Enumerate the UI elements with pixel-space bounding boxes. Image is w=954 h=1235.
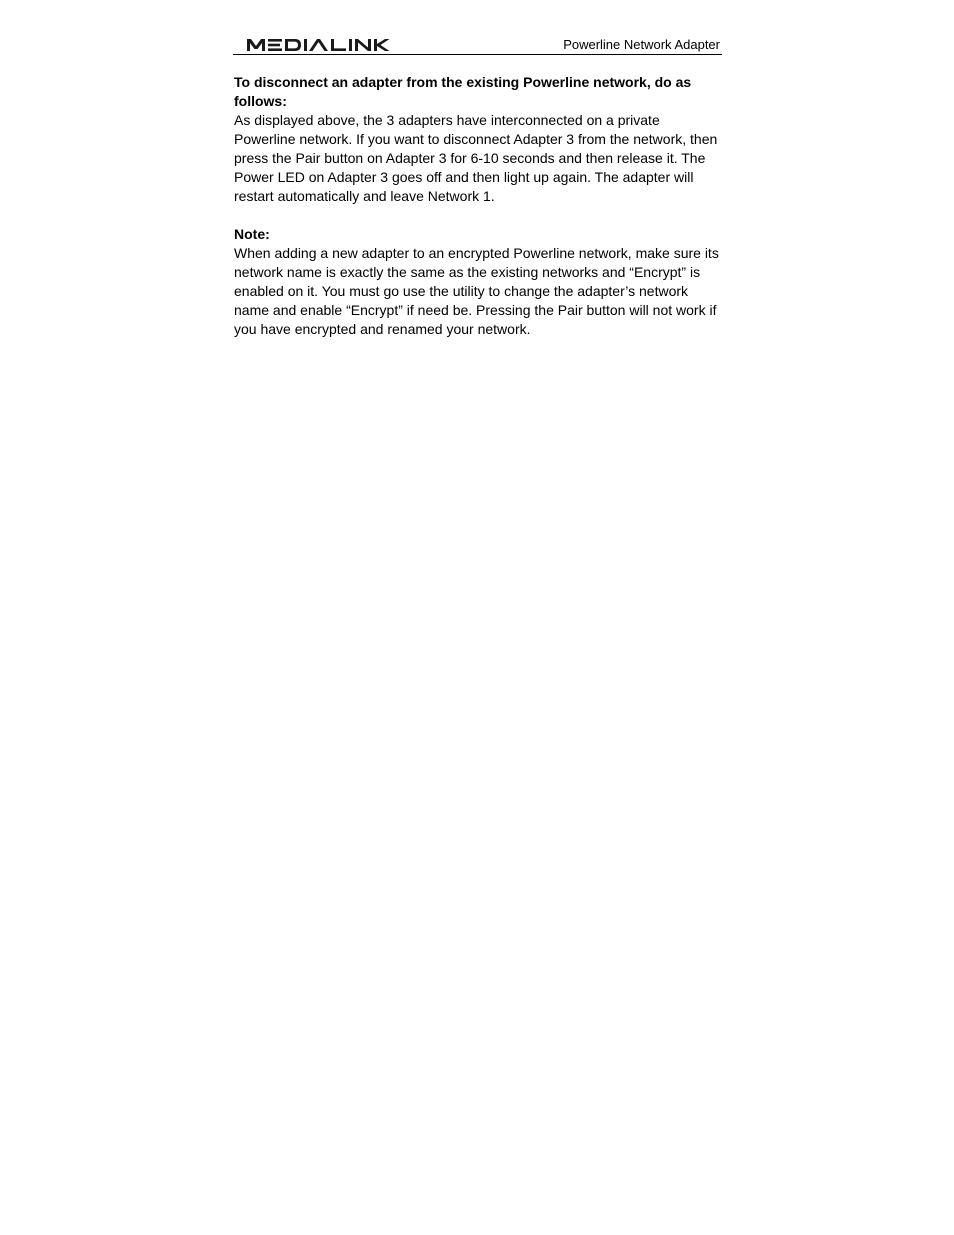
section-heading-disconnect: To disconnect an adapter from the existing Powerline network, do as follows: [234,74,692,109]
paragraph-spacer [234,206,722,225]
section-body-disconnect: As displayed above, the 3 adapters have interconnected on a private Powerline network. If you want to disconnect Adapter 3 from the network, then press the Pair button on Adapter 3 for 6-10 seconds and then release it. The Power LED on Adapter 3 goes off and then light up again. The adapter will restart automatically and leave Network 1. [234,112,718,204]
section-heading-note: Note: [234,226,270,242]
section-body-note: When adding a new adapter to an encrypted Powerline network, make sure its network name is exactly the same as the existing networks and “Encrypt” is enabled on it. You must go use the utility to change the adapter’s network name and enable “Encrypt” if need be. Pressing the Pair button will not work if you have encrypted and renamed your network. [234,245,719,337]
document-body [234,73,722,339]
medialink-logo [247,38,401,52]
page-header [233,34,722,55]
header-title: Powerline Network Adapter [563,37,720,52]
